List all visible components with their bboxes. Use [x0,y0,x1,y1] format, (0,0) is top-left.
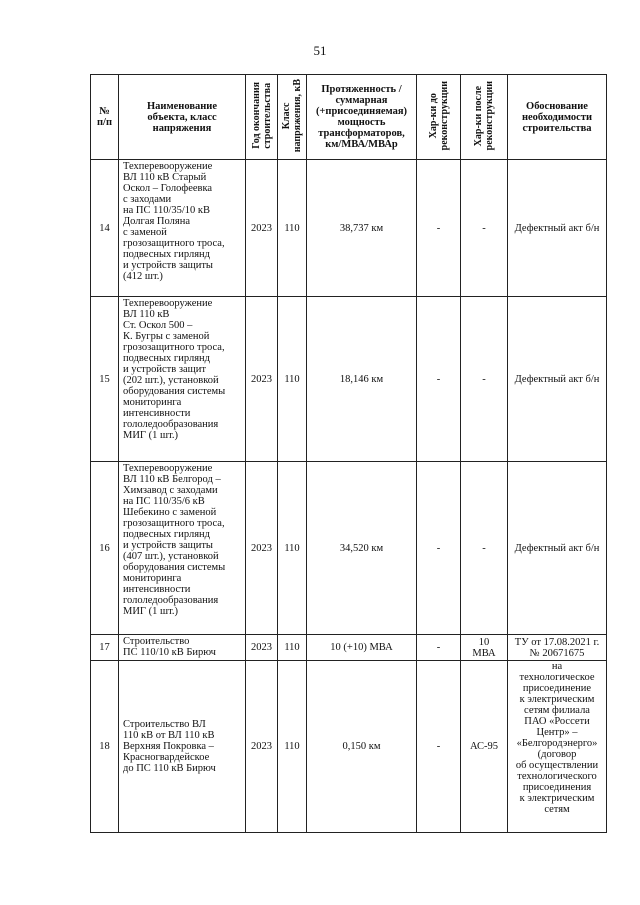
row-num: 16 [91,462,119,635]
row-basis: на технологическое присоединение к электрическим сетям филиала ПАО «Россети Центр» – «Белгородэнерго» (договор об осуществлении технологического присоединения к электрическим сетям [508,661,607,833]
header-voltage: Класс напряжения, кВ [278,75,307,160]
table-row [91,297,607,462]
row-name: Строительство ПС 110/10 кВ Бирюч [119,635,246,661]
row-basis: Дефектный акт б/н [508,462,607,635]
row-num: 17 [91,635,119,661]
row-voltage: 110 [278,297,307,462]
row-length: 10 (+10) МВА [307,635,417,661]
table-row [91,462,607,635]
row-name: Техперевооружение ВЛ 110 кВ Ст. Оскол 500 – К. Бугры с заменой грозозащитного троса, подвесных гирлянд и устройств защит (202 шт.), установкой оборудования системы мониторинга интенсивности гололедообразования МИГ (1 шт.) [119,297,246,462]
row-voltage: 110 [278,661,307,833]
row-after: - [461,297,508,462]
row-voltage: 110 [278,635,307,661]
header-basis: Обоснование необходимости строительства [508,75,607,160]
row-before: - [417,462,461,635]
row-num: 18 [91,661,119,833]
row-num: 15 [91,297,119,462]
row-after: АС-95 [461,661,508,833]
header-after: Хар-ки после реконструкции [461,75,508,160]
table-row [91,661,607,833]
header-name: Наименование объекта, класс напряжения [119,75,246,160]
page-number: 51 [313,43,327,58]
header-length: Протяженность / суммарная (+присоединяемая) мощность трансформаторов, км/МВА/МВАр [307,75,417,160]
row-length: 18,146 км [307,297,417,462]
row-before: - [417,160,461,297]
table-row [91,635,607,661]
row-name: Техперевооружение ВЛ 110 кВ Белгород – Химзавод с заходами на ПС 110/35/6 кВ Шебекино с заменой грозозащитного троса, подвесных гирлянд и устройств защиты (407 шт.), установкой оборудования системы мониторинга интенсивности гололедообразования МИГ (1 шт.) [119,462,246,635]
table-row [91,160,607,297]
row-year: 2023 [246,635,278,661]
row-basis: Дефектный акт б/н [508,297,607,462]
header-year: Год окончания строительства [246,75,278,160]
row-before: - [417,635,461,661]
row-voltage: 110 [278,160,307,297]
row-basis: ТУ от 17.08.2021 г. № 20671675 [508,635,607,661]
header-num: № п/п [91,75,119,160]
row-after: - [461,160,508,297]
row-length: 38,737 км [307,160,417,297]
construction-table [90,74,607,833]
row-basis: Дефектный акт б/н [508,160,607,297]
header-row [91,75,607,160]
row-year: 2023 [246,462,278,635]
row-name: Техперевооружение ВЛ 110 кВ Старый Оскол – Голофеевка с заходами на ПС 110/35/10 кВ Долгая Поляна с заменой грозозащитного троса, подвесных гирлянд и устройств защиты (412 шт.) [119,160,246,297]
row-after: 10 МВА [461,635,508,661]
row-before: - [417,297,461,462]
row-year: 2023 [246,297,278,462]
row-year: 2023 [246,661,278,833]
row-voltage: 110 [278,462,307,635]
row-length: 34,520 км [307,462,417,635]
row-year: 2023 [246,160,278,297]
header-before: Хар-ки до реконструкции [417,75,461,160]
row-length: 0,150 км [307,661,417,833]
row-name: Строительство ВЛ 110 кВ от ВЛ 110 кВ Верхняя Покровка – Красногвардейское до ПС 110 кВ Бирюч [119,661,246,833]
row-after: - [461,462,508,635]
row-before: - [417,661,461,833]
row-num: 14 [91,160,119,297]
